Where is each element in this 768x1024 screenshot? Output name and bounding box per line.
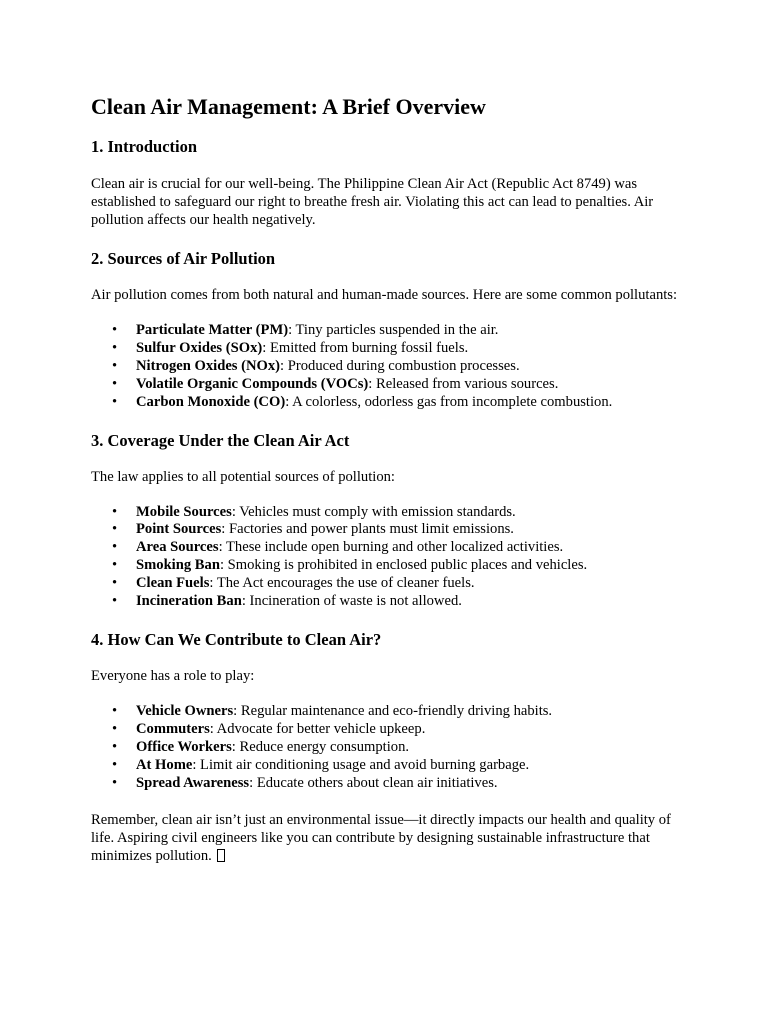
list-item-desc: : The Act encourages the use of cleaner fuels. bbox=[209, 575, 475, 592]
section-heading-sources: 2. Sources of Air Pollution bbox=[91, 249, 276, 268]
list-item-term: At Home bbox=[136, 756, 193, 773]
list-item-term: Area Sources bbox=[136, 539, 219, 556]
list-item-desc: : Produced during combustion processes. bbox=[280, 357, 520, 374]
section-heading-coverage: 3. Coverage Under the Clean Air Act bbox=[91, 430, 350, 450]
section-paragraph-introduction: Clean air is crucial for our well-being. The Philippine Clean Air Act (Republic Act 8749) was established to safeguard our right to breathe fresh air. Violating this act can lead to penalties. Air pollution affects our health negatively. bbox=[91, 176, 654, 228]
list-item-desc: : Advocate for better vehicle upkeep. bbox=[209, 720, 426, 737]
list-item-term: Sulfur Oxides (SOx) bbox=[136, 339, 263, 356]
document-page bbox=[91, 92, 691, 865]
list-item-desc: : Educate others about clean air initiatives. bbox=[249, 774, 498, 791]
list-item bbox=[136, 557, 691, 575]
list-item-term: Volatile Organic Compounds (VOCs) bbox=[136, 375, 369, 392]
missing-glyph-box-icon bbox=[217, 849, 225, 862]
list-item-desc: : Regular maintenance and eco-friendly driving habits. bbox=[233, 702, 553, 719]
section-paragraph-contribute: Everyone has a role to play: bbox=[91, 667, 255, 684]
contribute-list bbox=[91, 703, 691, 793]
list-item-desc: : These include open burning and other localized activities. bbox=[218, 539, 564, 556]
list-item-desc: : Smoking is prohibited in enclosed public places and vehicles. bbox=[219, 557, 588, 574]
list-item bbox=[136, 575, 691, 593]
list-item-desc: : A colorless, odorless gas from incomplete combustion. bbox=[285, 393, 613, 410]
list-item-term: Incineration Ban bbox=[136, 593, 242, 610]
list-item-desc: : Tiny particles suspended in the air. bbox=[288, 322, 499, 338]
list-item bbox=[136, 504, 691, 522]
section-heading-introduction: 1. Introduction bbox=[91, 137, 198, 156]
list-item-term: Smoking Ban bbox=[136, 557, 220, 574]
list-item-term: Commuters bbox=[136, 720, 210, 737]
closing-paragraph bbox=[91, 811, 691, 865]
list-item bbox=[136, 593, 691, 611]
list-item-term: Office Workers bbox=[136, 738, 232, 755]
list-item bbox=[136, 703, 691, 721]
coverage-list bbox=[91, 504, 691, 611]
list-item-desc: : Incineration of waste is not allowed. bbox=[241, 593, 462, 610]
list-item bbox=[136, 521, 691, 539]
list-item bbox=[136, 721, 691, 739]
section-paragraph-sources: Air pollution comes from both natural and human-made sources. Here are some common pollutants: bbox=[91, 287, 678, 303]
pollutants-list bbox=[91, 322, 691, 412]
section-heading-contribute: 4. How Can We Contribute to Clean Air? bbox=[91, 629, 382, 649]
list-item-term: Mobile Sources bbox=[136, 503, 232, 520]
list-item-term: Spread Awareness bbox=[136, 774, 250, 791]
list-item-term: Point Sources bbox=[136, 521, 222, 538]
list-item-term: Nitrogen Oxides (NOx) bbox=[136, 357, 281, 374]
list-item bbox=[136, 539, 691, 557]
list-item-desc: : Reduce energy consumption. bbox=[231, 738, 410, 755]
list-item-term: Vehicle Owners bbox=[136, 702, 234, 719]
list-item bbox=[136, 394, 691, 412]
list-item bbox=[136, 775, 691, 793]
list-item-desc: : Released from various sources. bbox=[368, 375, 559, 392]
list-item-desc: : Emitted from burning fossil fuels. bbox=[262, 339, 469, 356]
list-item bbox=[136, 739, 691, 757]
list-item bbox=[136, 322, 691, 340]
list-item bbox=[136, 340, 691, 358]
list-item bbox=[136, 376, 691, 394]
document-title: Clean Air Management: A Brief Overview bbox=[91, 94, 486, 119]
list-item bbox=[136, 358, 691, 376]
list-item-term: Particulate Matter (PM) bbox=[136, 322, 289, 338]
list-item-term: Clean Fuels bbox=[136, 575, 210, 592]
list-item bbox=[136, 757, 691, 775]
list-item-desc: : Factories and power plants must limit emissions. bbox=[221, 521, 514, 538]
list-item-desc: : Vehicles must comply with emission standards. bbox=[231, 503, 516, 520]
closing-text: Remember, clean air isn’t just an environmental issue—it directly impacts our health and quality of life. Aspiring civil engineers like you can contribute by designing sustainable infrastructure that minimizes pollution. bbox=[91, 811, 671, 864]
list-item-term: Carbon Monoxide (CO) bbox=[136, 393, 286, 410]
list-item-desc: : Limit air conditioning usage and avoid burning garbage. bbox=[192, 756, 530, 773]
section-paragraph-coverage: The law applies to all potential sources of pollution: bbox=[91, 468, 395, 485]
